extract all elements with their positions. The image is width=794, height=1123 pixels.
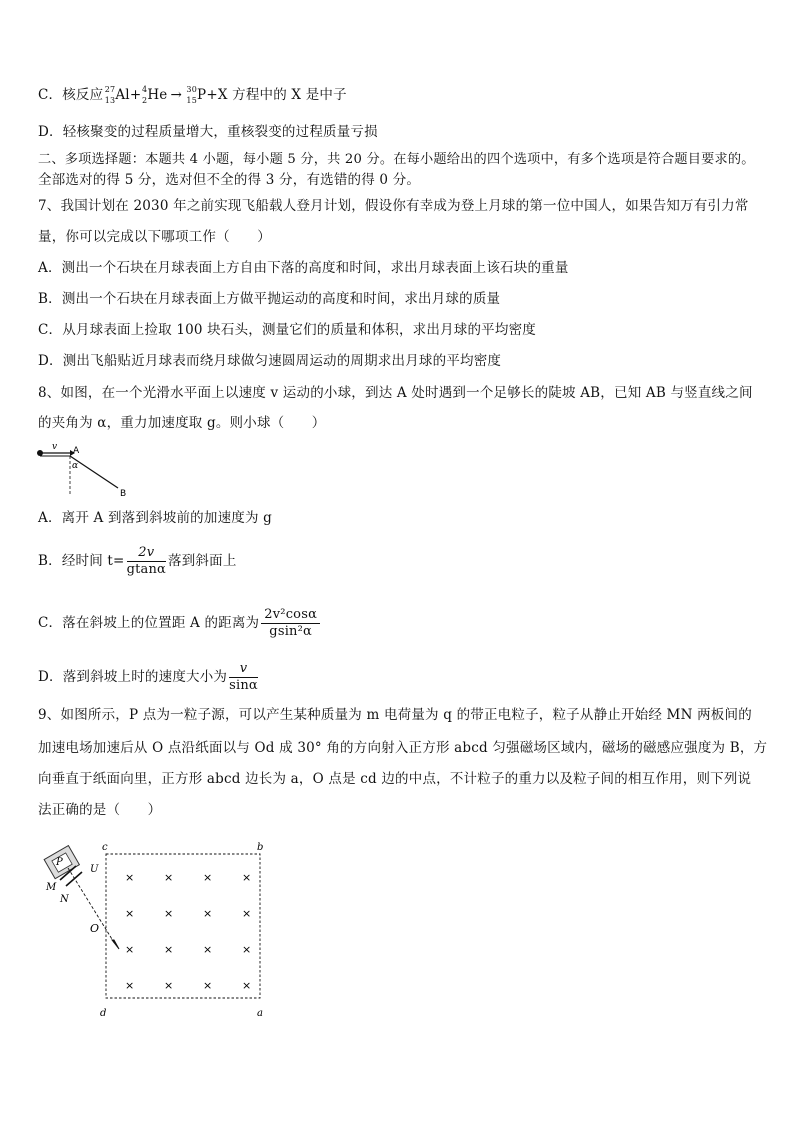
svg-text:×: × — [125, 907, 135, 920]
svg-text:×: × — [242, 907, 252, 920]
label-m: M — [46, 882, 57, 893]
svg-text:×: × — [164, 979, 174, 992]
q8-slope-figure — [34, 440, 144, 500]
q8-option-b: B．经时间 t= $\frac{2v}{gtan\alpha}$ 落到斜面上 — [38, 545, 237, 577]
ball — [37, 450, 43, 456]
label-d: d — [100, 1008, 107, 1019]
label-n: N — [60, 894, 69, 905]
section2-line1: 二、多项选择题：本题共 4 小题，每小题 5 分，共 20 分。在每小题给出的四个选项中，有多个选项是符合题目要求的。 — [38, 152, 755, 167]
q8-stem-line2: 的夹角为 α，重力加速度取 g。则小球（ ） — [38, 415, 326, 431]
q9-magnetic-field-figure — [38, 836, 278, 1022]
q8-option-c: C．落在斜坡上的位置距 A 的距离为 $\frac{\text{2v²cosα}}{\text{gsin²α}}$ — [38, 606, 322, 646]
svg-text:×: × — [242, 979, 252, 992]
svg-text:×: × — [242, 943, 252, 956]
svg-text:×: × — [203, 907, 213, 920]
svg-text:×: × — [164, 907, 174, 920]
q7-stem-line2: 量，你可以完成以下哪项工作（ ） — [38, 229, 271, 245]
al-nuclide: 27 13 — [104, 84, 116, 105]
section2-line2: 全部选对的得 5 分，选对但不全的得 3 分，有选错的得 0 分。 — [38, 172, 421, 188]
q7-option-d: D．测出飞船贴近月球表而绕月球做匀速圆周运动的周期求出月球的平均密度 — [38, 353, 502, 369]
svg-text:×: × — [125, 979, 135, 992]
q9-stem-line2: 加速电场加速后从 O 点沿纸面以与 Od 成 30° 角的方向射入正方形 abcd 匀强磁场区域内，磁场的磁感应强度为 B，方 — [38, 740, 768, 756]
q6-c-prefix: C．核反应 — [38, 87, 104, 103]
q9-stem-line4: 法正确的是（ ） — [38, 802, 162, 818]
fraction-d: $\frac{v}{\sin\alpha}$ — [229, 661, 258, 693]
q6-option-c: C．核反应 27 13 Al+ 4 2 He → 30 15 P+X 方程中的 X 是中子 — [38, 84, 347, 105]
q8-option-d: D．落到斜坡上时的速度大小为 $\frac{v}{\sin\alpha}$ — [38, 661, 258, 693]
svg-text:×: × — [242, 871, 252, 884]
label-o: O — [90, 922, 100, 935]
q6-option-d: D．轻核聚变的过程质量增大，重核裂变的过程质量亏损 — [38, 124, 378, 140]
p-nuclide: 30 15 — [186, 84, 198, 105]
svg-text:×: × — [164, 943, 174, 956]
label-alpha: α — [72, 461, 79, 471]
svg-text:×: × — [203, 871, 213, 884]
q8-stem-line1: 8、如图，在一个光滑水平面上以速度 v 运动的小球，到达 A 处时遇到一个足够长的陡坡 AB，已知 AB 与竖直线之间 — [38, 385, 753, 401]
field-crosses — [125, 871, 251, 992]
label-b: B — [120, 489, 127, 499]
q9-stem-line3: 向垂直于纸面向里，正方形 abcd 边长为 a，O 点是 cd 边的中点，不计粒子的重力以及粒子间的相互作用，则下列说 — [38, 771, 752, 787]
svg-text:×: × — [203, 943, 213, 956]
q8-option-a: A．离开 A 到落到斜坡前的加速度为 g — [38, 510, 273, 526]
q7-option-a: A．测出一个石块在月球表面上方自由下落的高度和时间，求出月球表面上该石块的重量 — [38, 260, 569, 276]
label-c: c — [102, 842, 108, 853]
svg-text:×: × — [125, 943, 135, 956]
svg-text:×: × — [203, 979, 213, 992]
label-u: U — [90, 864, 99, 875]
q7-stem-line1: 7、我国计划在 2030 年之前实现飞船载人登月计划，假设你有幸成为登上月球的第一位中国人，如果告知万有引力常 — [38, 198, 749, 214]
svg-text:×: × — [164, 871, 174, 884]
plate-n — [66, 872, 82, 886]
fraction-c: $\frac{\text{2v²cosα}}{\text{gsin²α}}$ — [261, 607, 320, 640]
label-b-corner: b — [257, 842, 264, 853]
fraction-b: $\frac{2v}{gtan\alpha}$ — [126, 545, 167, 577]
label-a: A — [73, 446, 80, 456]
path-arrow — [112, 940, 119, 949]
label-p: P — [56, 857, 63, 868]
q7-option-c: C．从月球表面上捡取 100 块石头，测量它们的质量和体积，求出月球的平均密度 — [38, 322, 536, 338]
label-a-corner: a — [257, 1008, 263, 1019]
q9-stem-line1: 9、如图所示，P 点为一粒子源，可以产生某种质量为 m 电荷量为 q 的带正电粒子，粒子从静止开始经 MN 两板间的 — [38, 707, 752, 723]
label-v: v — [52, 442, 58, 452]
q7-option-b: B．测出一个石块在月球表面上方做平抛运动的高度和时间，求出月球的质量 — [38, 291, 501, 307]
he-nuclide: 4 2 — [142, 84, 148, 105]
svg-text:×: × — [125, 871, 135, 884]
